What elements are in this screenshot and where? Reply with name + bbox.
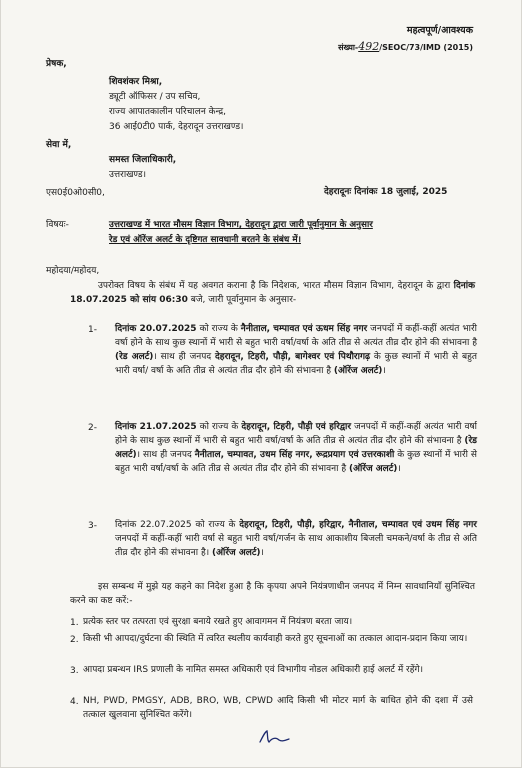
- precaution-num-4: 4.: [70, 697, 79, 707]
- ref-prefix: संख्या-: [338, 43, 359, 52]
- ref-suffix: /SEOC/73/IMD (2015): [379, 43, 473, 52]
- directive-paragraph: इस सम्बन्ध में मुझे यह कहने का निदेश हुआ है कि कृपया अपने नियंत्रणाधीन जनपद में निम्न सावधानियाँ सुनिश्चित करने का कष्ट करें:-: [70, 582, 475, 606]
- precaution-item-3: आपदा प्रबन्धन IRS प्रणाली के नामित समस्त अधिकारी एवं विभागीय नोडल अधिकारी हाई अलर्ट में रहेंगे।: [83, 665, 423, 675]
- intro-bold-date: दिनांक 18.07.2025 को सांय 06:30: [70, 281, 475, 305]
- intro-paragraph: [70, 279, 475, 307]
- precaution-item-1: प्रत्येक स्तर पर तत्परता एवं सुरक्षा बनाये रखते हुए आवागमन में नियंत्रण बरता जाय।: [83, 617, 353, 627]
- precaution-num-1: 1.: [70, 618, 79, 628]
- priority-label: महत्वपूर्ण/आवश्यक: [406, 25, 473, 36]
- signature-mark: [257, 728, 291, 746]
- intro-text-1: उपरोक्त विषय के संबंध में यह अवगत कराना है कि निदेशक, भारत मौसम विज्ञान विभाग, देहरादून के द्वारा: [98, 281, 454, 291]
- recipient-label: सेवा में,: [46, 140, 72, 150]
- subject-label: विषयः-: [46, 220, 69, 230]
- recipient-state: उत्तराखण्ड।: [109, 170, 147, 180]
- letter-date: [324, 186, 447, 198]
- intro-text-2: बजे, जारी पूर्वानुमान के अनुसार-: [187, 295, 297, 305]
- date-value: 18 जुलाई, 2025: [380, 187, 448, 197]
- precaution-item-2: किसी भी आपदा/दुर्घटना की स्थिति में त्वरित स्थलीय कार्यवाही करते हुए सूचनाओं का तत्काल आदान-प्रदान किया जाय।: [83, 634, 468, 644]
- sender-designation: ड्यूटी ऑफिसर / उप सचिव,: [109, 92, 201, 102]
- ref-handwritten-number: 492: [358, 40, 380, 53]
- sender-label: प्रेषक,: [46, 59, 67, 69]
- forecast-item-2: दिनांक 21.07.2025 को राज्य के देहरादून, टिहरी, पौड़ी एवं हरिद्वार जनपदों में कहीं-कहीं अत्यंत भारी वर्षा होने के साथ कुछ स्थानों में भारी से बहुत भारी वर्षा/वर्षा के अति तीव्र से अत्यंत तीव्र दौर होने की संभावना है (रेड अलर्ट)। साथ ही जनपद नैनीताल, चम्पावत, उधम सिंह नगर, रूद्रप्रयाग एवं उत्तरकाशी के कुछ स्थानों में भारी से बहुत भारी वर्षा/वर्षा के अति तीव्र से अत्यंत तीव्र दौर होने की संभावना है (ऑरेंज अलर्ट)।: [115, 422, 478, 474]
- recipient-name: समस्त जिलाधिकारी,: [109, 155, 177, 165]
- sender-address: 36 आई0टी0 पार्क, देहरादून उत्तराखण्ड।: [109, 122, 244, 132]
- precaution-num-3: 3.: [70, 666, 79, 676]
- office-reference: एस0ई0ओ0सी0,: [46, 188, 105, 198]
- subject-line-2: रेड एवं ऑरेंज अलर्ट के दृष्टिगत सावधानी बरतने के संबंध में।: [109, 235, 301, 245]
- date-prefix: देहरादूनः दिनांकः: [324, 187, 378, 197]
- forecast-num-3: 3-: [88, 521, 97, 531]
- forecast-item-1: दिनांक 20.07.2025 को राज्य के नैनीताल, चम्पावत एवं ऊधम सिंह नगर जनपदों में कहीं-कहीं अत्यंत भारी वर्षा होने के साथ कुछ स्थानों में भारी से बहुत भारी वर्षा/वर्षा के अति तीव्र से अत्यंत तीव्र दौर होने की संभावना है (रेड अलर्ट)। साथ ही जनपद देहरादून, टिहरी, पौड़ी, बागेश्वर एवं पिथौरागढ़ के कुछ स्थानों में भारी से बहुत भारी वर्षा/ वर्षा के अति तीव्र से अत्यंत तीव्र दौर होने की संभावना है (ऑरेंज अलर्ट)।: [115, 324, 477, 376]
- salutation: महोदया/महोदय,: [46, 266, 100, 276]
- forecast-num-1: 1-: [88, 325, 97, 335]
- precaution-num-2: 2.: [70, 635, 79, 645]
- forecast-num-2: 2-: [88, 423, 97, 433]
- sender-name: शिवशंकर मिश्रा,: [109, 77, 163, 87]
- sender-office: राज्य आपातकालीन परिचालन केन्द्र,: [109, 107, 227, 117]
- subject-line-1: उत्तराखण्ड में भारत मौसम विज्ञान विभाग, देहरादून द्वारा जारी पूर्वानुमान के अनुसार: [109, 220, 373, 230]
- precaution-item-4: NH, PWD, PMGSY, ADB, BRO, WB, CPWD आदि किसी भी मोटर मार्ग के बाधित होने की दशा में उसे तत्काल खुलवाना सुनिश्चित करेंगे।: [83, 696, 473, 720]
- reference-number: [338, 41, 473, 54]
- forecast-item-3: दिनांक 22.07.2025 को राज्य के देहरादून, टिहरी, पौड़ी, हरिद्वार, नैनीताल, चम्पावत एवं उधम सिंह नगर जनपदों में कहीं-कहीं भारी वर्षा से बहुत भारी वर्षा/गर्जन के साथ आकाशीय बिजली चमकने/वर्षा के तीव्र से अति तीव्र दौर होने की संभावना है। (ऑरेंज अलर्ट)।: [115, 520, 477, 558]
